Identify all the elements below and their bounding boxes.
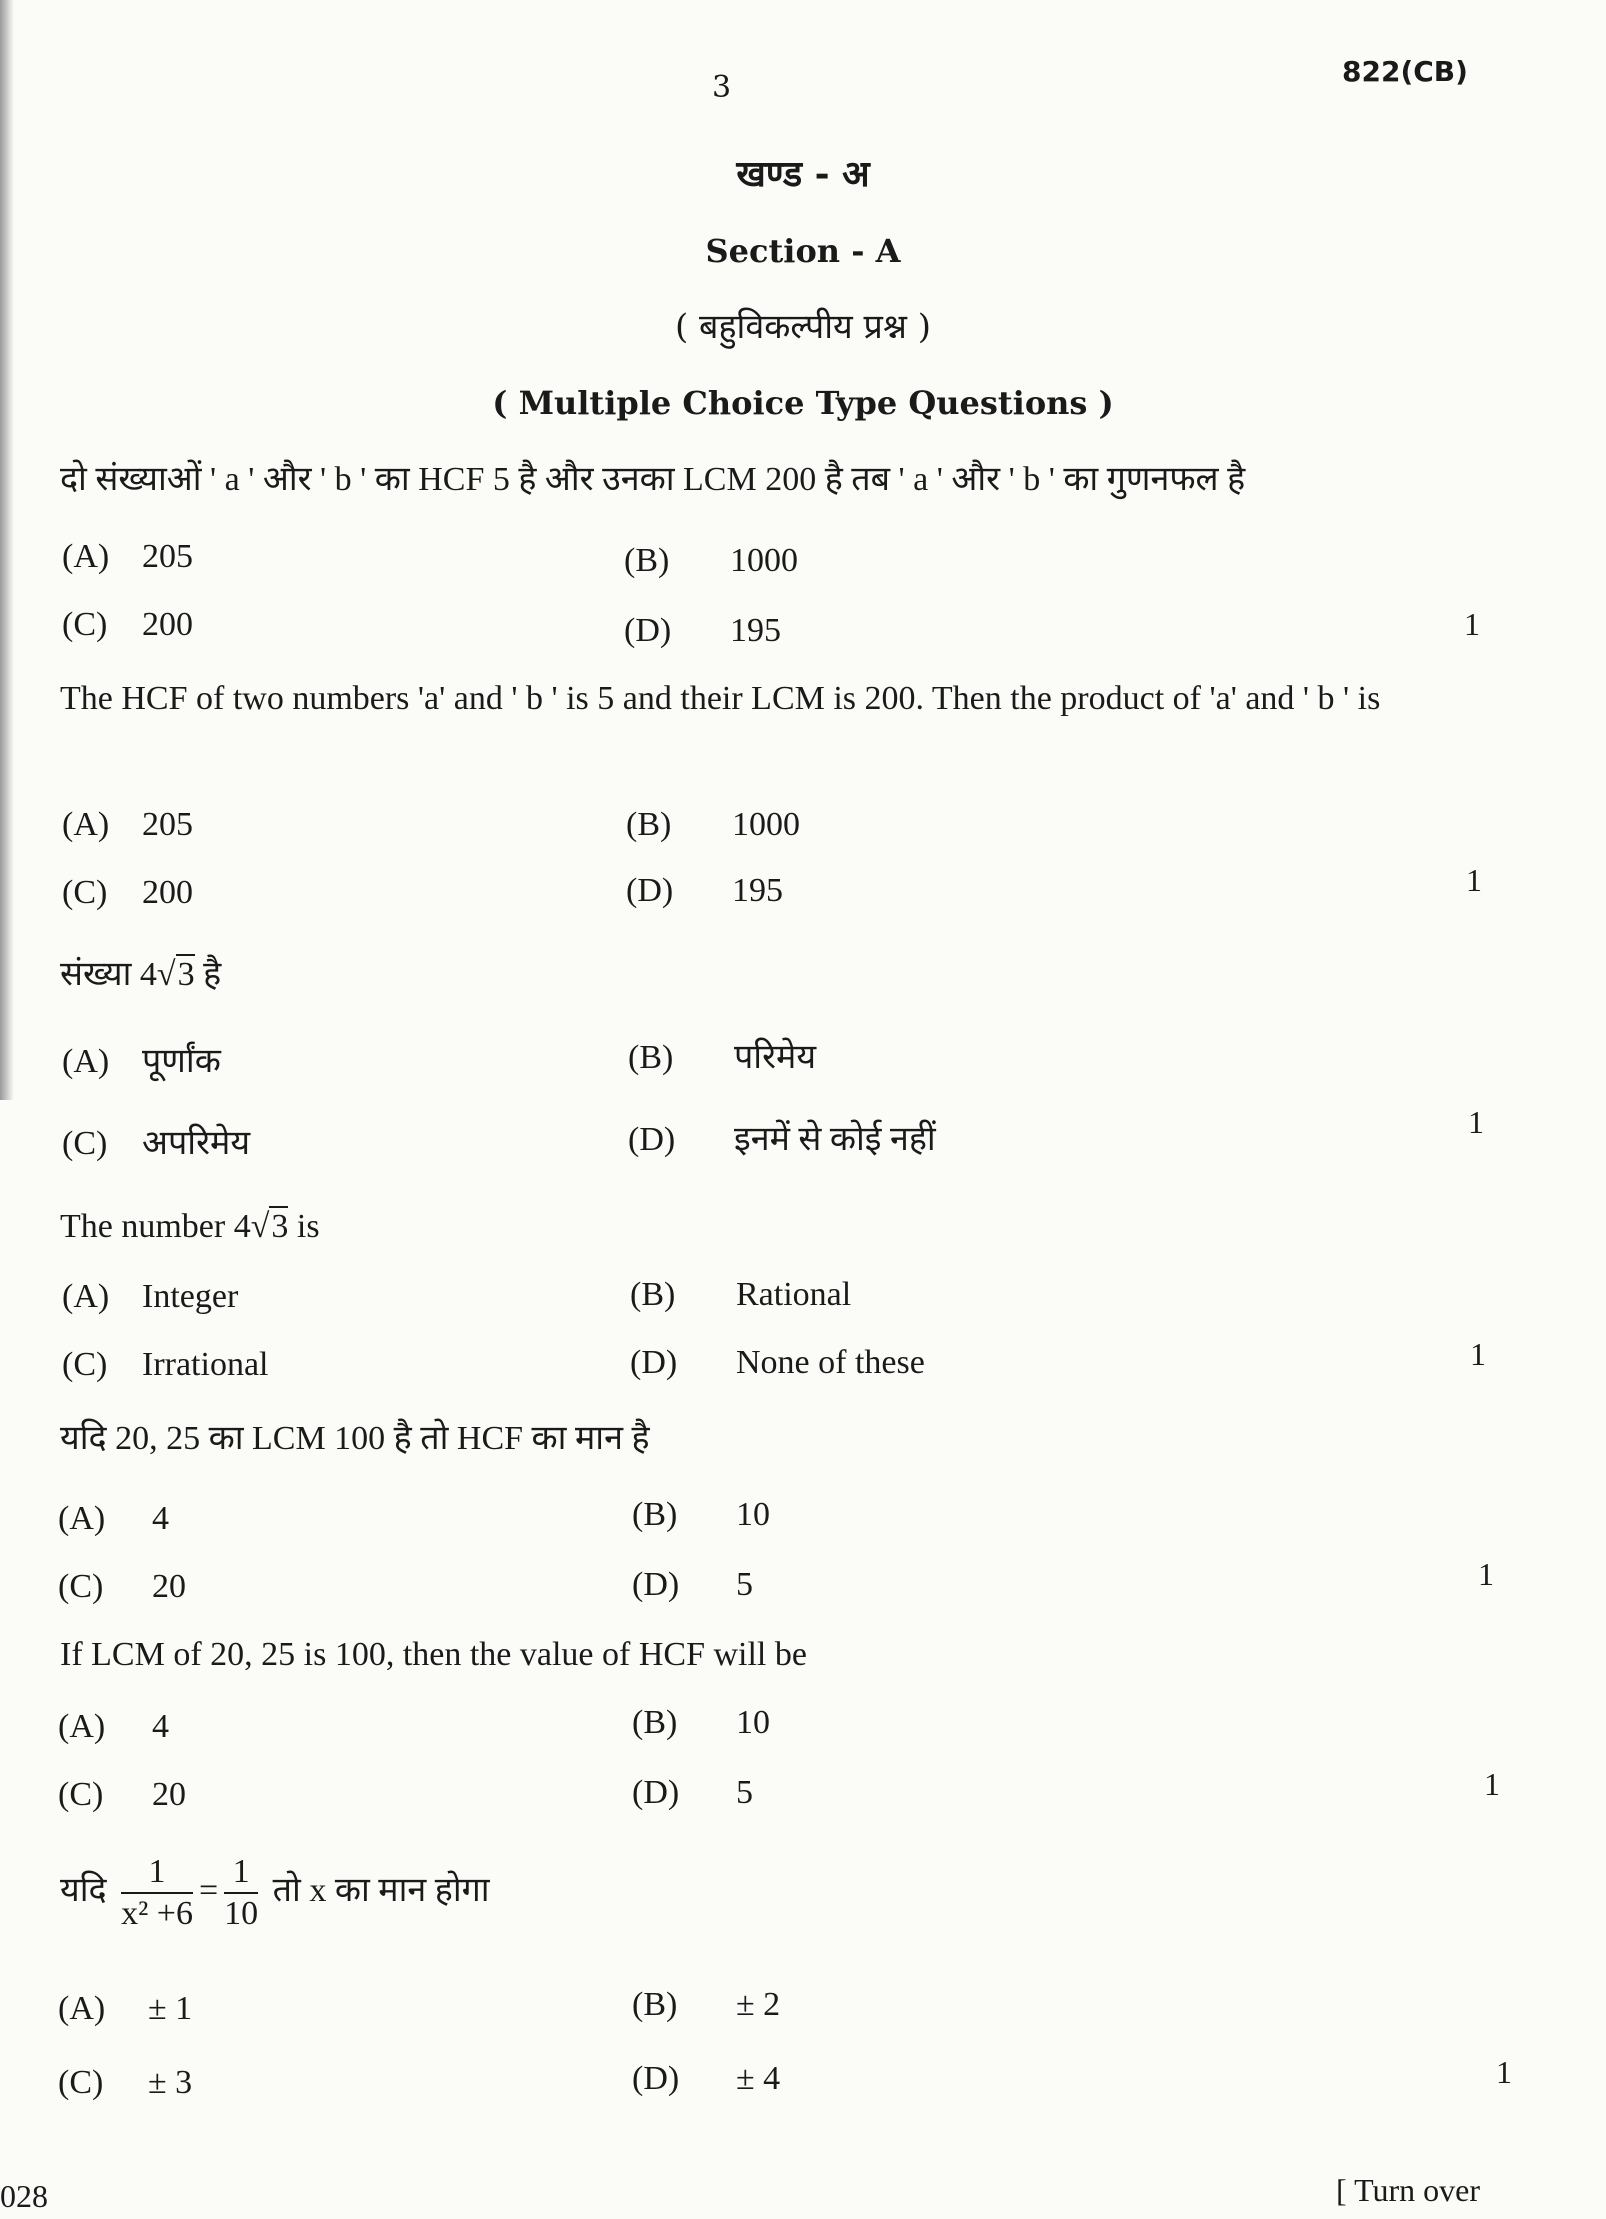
option-label: (C)	[58, 1568, 104, 1605]
option-b	[632, 1986, 780, 2024]
option-a	[62, 1278, 238, 1316]
option-d	[628, 1114, 936, 1160]
option-value: 195	[732, 872, 783, 909]
option-label: (C)	[62, 1346, 108, 1383]
option-value: 1000	[730, 542, 798, 579]
option-value: Irrational	[142, 1346, 269, 1383]
option-label: (C)	[62, 606, 108, 643]
option-value: 5	[736, 1566, 753, 1603]
option-label: (B)	[624, 542, 670, 579]
option-label: (D)	[632, 1566, 680, 1603]
question-text: If LCM of 20, 25 is 100, then the value of HCF will be	[60, 1636, 807, 1673]
option-value: 10	[736, 1496, 770, 1533]
option-a	[58, 1990, 192, 2028]
option-c	[62, 874, 193, 912]
option-a	[62, 806, 193, 844]
option-value: पूर्णांक	[142, 1043, 221, 1080]
question-text: संख्या 4√3 है	[60, 956, 222, 993]
section-title-hindi: खण्ड - अ	[736, 153, 870, 195]
option-value: 200	[142, 606, 193, 643]
option-b	[628, 1032, 816, 1078]
option-label: (A)	[62, 806, 110, 843]
question-type-english: ( Multiple Choice Type Questions )	[492, 384, 1114, 422]
option-label: (A)	[62, 538, 110, 575]
option-d	[632, 1566, 753, 1604]
option-value: 10	[736, 1704, 770, 1741]
option-c	[58, 2064, 192, 2102]
option-label: (D)	[626, 872, 674, 909]
page-number: 3	[712, 70, 732, 105]
option-value: ± 1	[148, 1990, 193, 2027]
marks: 1	[1496, 2054, 1512, 2090]
option-value: ± 2	[736, 1986, 781, 2023]
option-label: (B)	[626, 806, 672, 843]
option-label: (B)	[632, 1704, 678, 1741]
option-value: 20	[152, 1568, 186, 1605]
option-value: 205	[142, 806, 193, 843]
option-a	[58, 1500, 169, 1538]
option-value: 5	[736, 1774, 753, 1811]
option-d	[632, 1774, 753, 1812]
option-d	[630, 1344, 925, 1382]
option-label: (A)	[62, 1278, 110, 1315]
marks: 1	[1478, 1556, 1494, 1592]
option-value: अपरिमेय	[142, 1125, 251, 1162]
option-b	[624, 542, 798, 580]
option-value: ± 4	[736, 2060, 781, 2097]
question-text: The number 4√3 is	[60, 1208, 320, 1245]
marks: 1	[1468, 1104, 1484, 1140]
option-c	[58, 1776, 186, 1814]
turn-over: [ Turn over	[1336, 2172, 1481, 2208]
option-a	[58, 1708, 169, 1746]
option-label: (C)	[58, 1776, 104, 1813]
question-type-hindi: ( बहुविकल्पीय प्रश्न )	[674, 307, 932, 347]
option-label: (C)	[62, 874, 108, 911]
option-label: (D)	[624, 612, 672, 649]
option-label: (A)	[58, 1500, 106, 1537]
option-label: (B)	[628, 1039, 674, 1076]
option-label: (B)	[632, 1496, 678, 1533]
option-label: (D)	[630, 1344, 678, 1381]
option-d	[632, 2060, 780, 2098]
marks: 1	[1484, 1766, 1500, 1802]
question-text: यदि $\frac{1}{\text{x² +6}}$ = $\frac{1}{10}$ तो x का मान होगा	[60, 1853, 490, 1932]
option-b	[632, 1704, 770, 1742]
option-value: 1000	[732, 806, 800, 843]
paper-code: 822(CB)	[1342, 55, 1468, 88]
option-value: 195	[730, 612, 781, 649]
option-label: (D)	[628, 1121, 676, 1158]
option-value: None of these	[736, 1344, 925, 1381]
option-label: (D)	[632, 1774, 680, 1811]
option-label: (A)	[58, 1708, 106, 1745]
footer-code: 028	[0, 2178, 48, 2214]
option-c	[58, 1568, 186, 1606]
question-text: दो संख्याओं ' a ' और ' b ' का HCF 5 है और उनका LCM 200 है तब ' a ' और ' b ' का गुणनफल है	[60, 461, 1246, 498]
option-label: (D)	[632, 2060, 680, 2097]
option-d	[626, 872, 783, 910]
option-c	[62, 1118, 250, 1164]
option-label: (B)	[632, 1986, 678, 2023]
option-label: (A)	[58, 1990, 106, 2027]
option-a	[62, 538, 193, 576]
option-b	[632, 1496, 770, 1534]
option-value: इनमें से कोई नहीं	[734, 1121, 936, 1158]
fraction: $\frac{1}{\text{x² +6}}$	[121, 1853, 193, 1932]
option-value: ± 3	[148, 2064, 193, 2101]
option-value: Rational	[736, 1276, 852, 1313]
question-text: यदि 20, 25 का LCM 100 है तो HCF का मान है	[60, 1420, 650, 1457]
option-value: 205	[142, 538, 193, 575]
option-c	[62, 606, 193, 644]
option-value: परिमेय	[734, 1039, 817, 1076]
option-value: 4	[152, 1500, 169, 1537]
marks: 1	[1470, 1336, 1486, 1372]
option-value: 200	[142, 874, 193, 911]
option-value: 20	[152, 1776, 186, 1813]
option-label: (B)	[630, 1276, 676, 1313]
section-title-english: Section - A	[705, 232, 901, 270]
marks: 1	[1464, 606, 1480, 642]
option-label: (A)	[62, 1043, 110, 1080]
option-label: (C)	[62, 1125, 108, 1162]
option-value: 4	[152, 1708, 169, 1745]
option-value: Integer	[142, 1278, 239, 1315]
option-b	[626, 806, 800, 844]
option-c	[62, 1346, 269, 1384]
marks: 1	[1466, 862, 1482, 898]
option-d	[624, 612, 781, 650]
option-b	[630, 1276, 851, 1314]
option-a	[62, 1036, 221, 1082]
question-text: The HCF of two numbers 'a' and ' b ' is 5 and their LCM is 200. Then the product of 'a' and ' b ' is	[60, 680, 1381, 717]
option-label: (C)	[58, 2064, 104, 2101]
fraction: $\frac{1}{10}$	[224, 1853, 259, 1932]
